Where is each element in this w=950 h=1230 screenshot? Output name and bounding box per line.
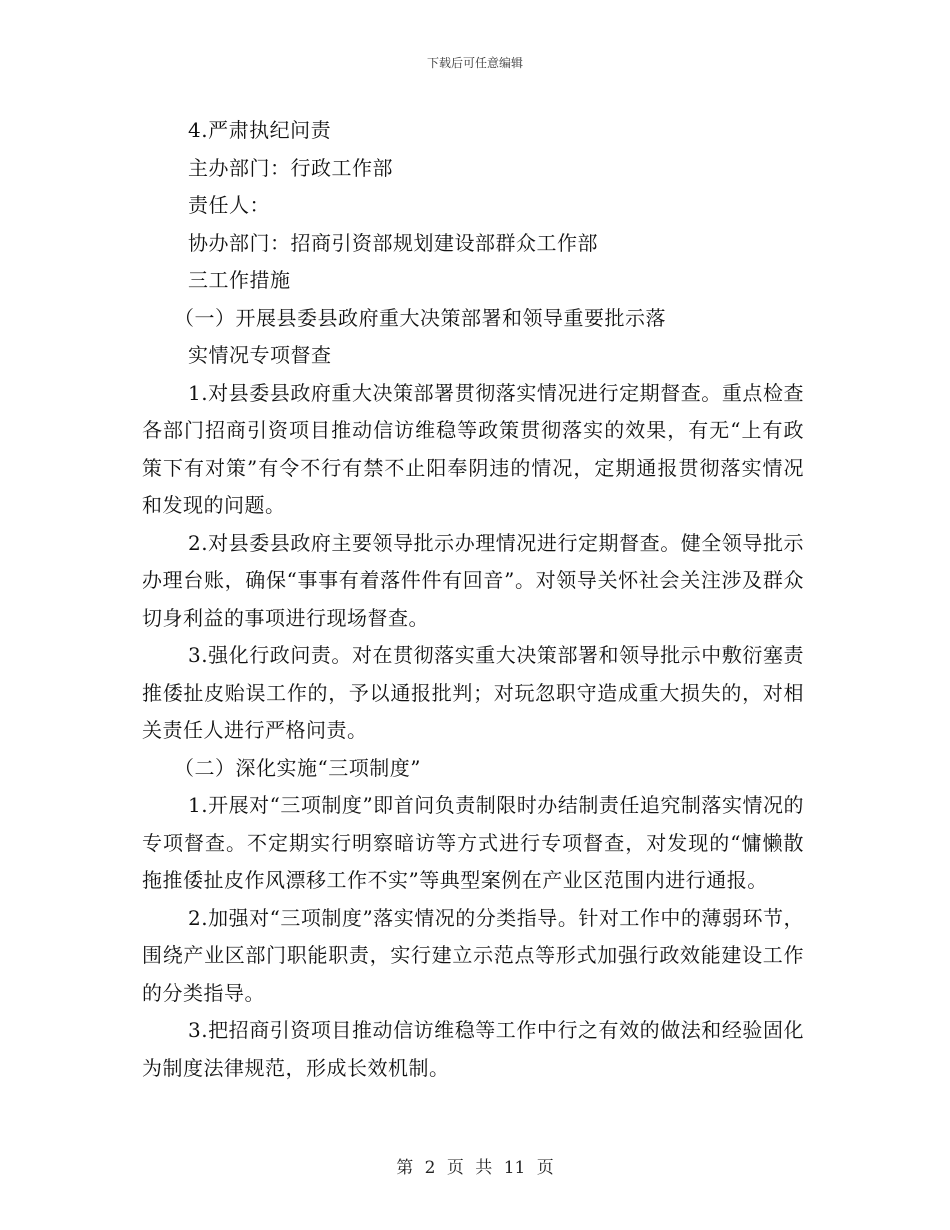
header-note: 下载后可任意编辑 [426,56,523,70]
section-heading: 三工作措施 [188,268,291,292]
paragraph: 1.开展对“三项制度”即首问负责制限时办结制责任追究制落实情况的专项督查。不定期实行明察暗访等方式进行专项督查，对发现的“慵懒散拖推倭扯皮作风漂移工作不实”等典型案例在产业区范围内进行通报。 [142,793,804,892]
assist-department: 协办部门：招商引资部规划建设部群众工作部 [188,230,598,255]
subsection-heading: （二）深化实施“三项制度” [174,755,421,780]
paragraph: 1.对县委县政府重大决策部署贯彻落实情况进行定期督查。重点检查各部门招商引资项目推动信访维稳等政策贯彻落实的效果，有无“上有政策下有对策”有令不行有禁不止阳奉阴违的情况，定期通报贯彻落实情况和发现的问题。 [142,380,804,517]
subsection-heading: （一）开展县委县政府重大决策部署和领导重要批示落 [174,305,666,330]
subsection-heading-continued: 实情况专项督查 [188,343,332,367]
paragraph: 2.加强对“三项制度”落实情况的分类指导。针对工作中的薄弱环节，围绕产业区部门职能职责，实行建立示范点等形式加强行政效能建设工作的分类指导。 [142,905,804,1005]
responsible-person: 责任人： [188,193,270,217]
page-number: 第 2 页 共 11 页 [396,1158,554,1178]
host-department: 主办部门：行政工作部 [188,155,393,180]
paragraph: 2.对县委县政府主要领导批示办理情况进行定期督查。健全领导批示办理台账，确保“事事有着落件件有回音”。对领导关怀社会关注涉及群众切身利益的事项进行现场督查。 [142,530,804,630]
document-body [142,112,804,1087]
paragraph: 3.把招商引资项目推动信访维稳等工作中行之有效的做法和经验固化为制度法律规范，形成长效机制。 [142,1018,804,1080]
paragraph: 3.强化行政问责。对在贯彻落实重大决策部署和领导批示中敷衍塞责推倭扯皮贻误工作的，予以通报批判；对玩忽职守造成重大损失的，对相关责任人进行严格问责。 [142,643,804,742]
item-heading: 4.严肃执纪问责 [188,118,332,142]
